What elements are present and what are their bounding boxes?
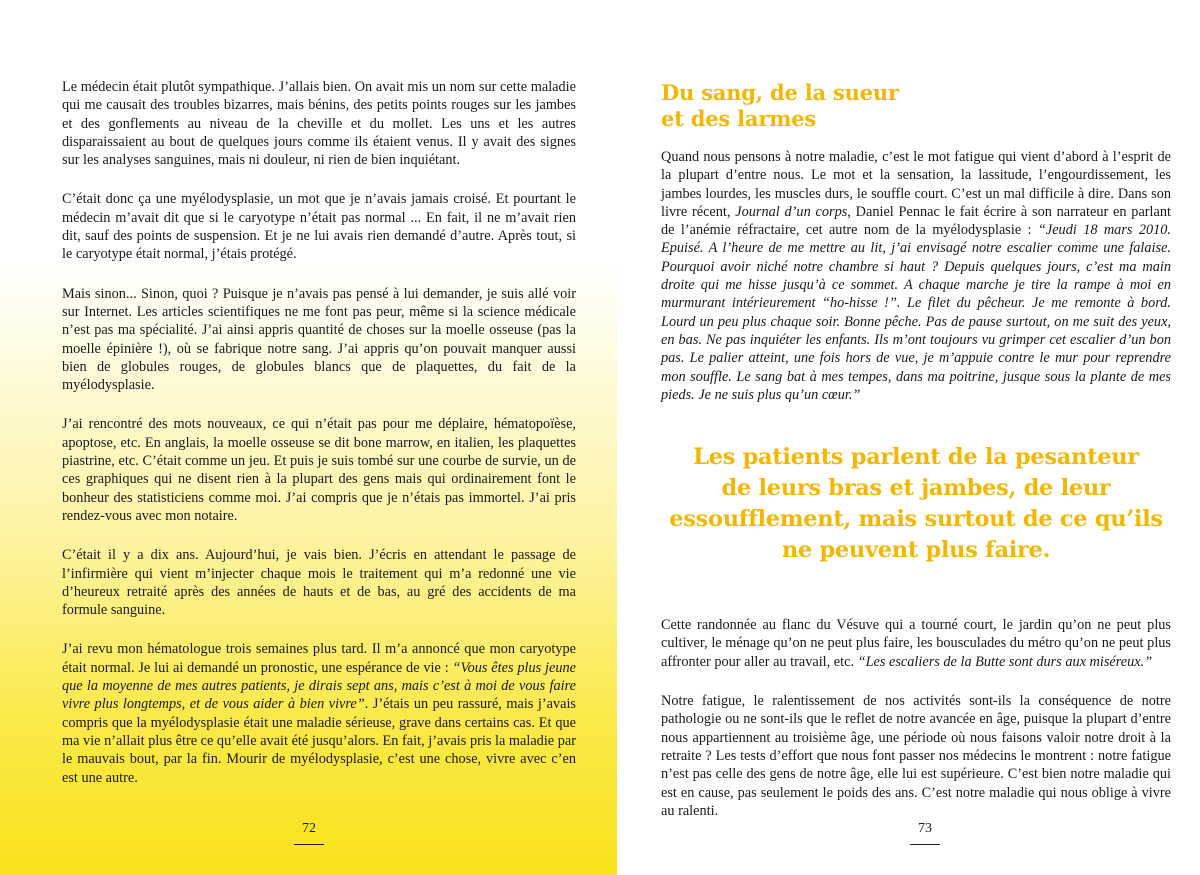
right-paragraph-1 <box>661 148 1171 404</box>
pennac-quote: “Jeudi 18 mars 2010. Epuisé. A l’heure de me mettre au lit, j’ai envisagé notre escalier comme une falaise. Pourquoi avoir niché notre chambre si haut ? Depuis quelques jours, c’est ma main droite qui me hisse jusqu’à ce sommet. A chaque marche je tire la rampe à moi en murmurant intérieurement “ho-hisse !”. Le filet du pêcheur. Je me remonte à bord. Lourd un peu plus chaque soir. Bonne pêche. Pas de pause surtout, on me suit des yeux, en bas. Ne pas inquiéter les enfants. Ils m’ont toujours vu grimper cet escalier d’un bon pas. Le palier atteint, une fois hors de vue, je m’appuie contre le mur pour reprendre mon souffle. Le sang bat à mes tempes, dans ma poitrine, jusque sous la plante de mes pieds. Je ne suis plus qu’un cœur.” <box>661 222 1172 403</box>
left-paragraph-6 <box>62 640 576 786</box>
right-text-column <box>661 80 1171 841</box>
book-title: Journal d’un corps, <box>735 203 851 220</box>
left-paragraph-4: J’ai rencontré des mots nouveaux, ce qui n’était pas pour me déplaire, hématopoïèse, apoptose, etc. En anglais, la moelle osseuse se dit bone marrow, en italien, les plaquettes piastrine, etc. C’était comme un jeu. Et puis je suis tombé sur une courbe de survie, un de ces graphiques qui ne disent rien à la plupart des gens mais qui ordinairement font le bonheur des statisticiens comme moi. J’ai compris que je n’étais pas immortel. J’ai pris rendez-vous avec mon notaire. <box>62 416 576 524</box>
page-number-right <box>895 820 955 845</box>
pull-quote-line-3: essoufflement, mais surtout de ce qu’ils <box>669 506 1163 533</box>
pull-quote <box>661 442 1171 566</box>
page-number-left-rule <box>294 844 324 845</box>
left-paragraph-1: Le médecin était plutôt sympathique. J’allais bien. On avait mis un nom sur cette maladie qui me causait des troubles bizarres, mais bénins, des petits points rouges sur les jambes et des gonflements au niveau de la cheville et du mollet. Les uns et les autres disparaissaient au bout de quelques jours comme ils étaient venus. Il y avait des signes sur les analyses sanguines, mais ni douleur, ni rien de bien inquiétant. <box>62 79 576 169</box>
right-paragraph-2-before: Cette randonnée au flanc du Vésuve qui a tourné court, le jardin qu’on ne peut plus cultiver, le ménage qu’on ne peut plus faire, les bousculades du métro qu’on ne peut plus affronter pour aller au travail, etc. <box>661 617 1171 670</box>
pull-quote-line-1: Les patients parlent de la pesanteur <box>693 444 1139 471</box>
left-paragraph-3: Mais sinon... Sinon, quoi ? Puisque je n’avais pas pensé à lui demander, je suis allé voir sur Internet. Les articles scientifiques ne me font pas peur, même si la science médicale n’est pas ma spécialité. J’ai ainsi appris quantité de choses sur la moelle osseuse (pas la moelle épinière !), où se fabrique notre sang. J’ai appris qu’on pouvait manquer aussi bien de globules rouges, de globules blancs que de plaquettes, du fait de la myélodysplasie. <box>62 285 576 394</box>
left-paragraph-2: C’était donc ça une myélodysplasie, un mot que je n’avais jamais croisé. Et pourtant le médecin m’avait dit que si le caryotype n’était pas normal ... En fait, il ne m’avait rien dit, sauf des points de suspension. Et je ne lui avais rien demandé d’autre. Après tout, si le caryotype était normal, j’étais protégé. <box>62 191 576 263</box>
pull-quote-line-4: ne peuvent plus faire. <box>781 537 1051 564</box>
page-number-right-text: 73 <box>918 821 932 836</box>
hematologist-quote: “Vous êtes plus jeune que la moyenne de mes autres patients, je dirais sept ans, mais c’est à moi de vous faire vivre plus longtemps, et de vous aider à bien vivre” <box>62 659 576 713</box>
section-heading-line-1: Du sang, de la sueur <box>661 80 899 105</box>
pull-quote-line-2: de leurs bras et jambes, de leur <box>721 475 1111 502</box>
left-paragraph-6-before: J’ai revu mon hématologue trois semaines plus tard. Il m’a annoncé que mon caryotype était normal. Je lui ai demandé un pronostic, une espérance de vie : <box>62 641 576 676</box>
right-paragraph-3: Notre fatigue, le ralentissement de nos activités sont-ils la conséquence de notre pathologie ou ne sont-ils que le reflet de notre avancée en âge, puisque la plupart d’entre nous appartiennent au troisième âge, une période où nous faisons valoir notre droit à la retraite ? Les tests d’effort que nous font passer nos médecins le montrent : notre fatigue n’est pas celle des gens de notre âge, elle lui est supérieure. C’est bien notre maladie qui est en cause, pas seulement le poids des ans. C’est notre maladie qui nous oblige à vivre au ralenti. <box>661 693 1171 819</box>
left-text-column <box>62 78 576 808</box>
page-number-left-text: 72 <box>302 821 316 836</box>
right-paragraph-2 <box>661 616 1171 671</box>
right-paragraph-1-middle: Daniel Pennac le fait écrire à son narrateur en parlant de l’anémie réfractaire, cet autre nom de la myélodysplasie : <box>661 203 1171 239</box>
page-number-right-rule <box>910 844 940 845</box>
page-number-left <box>279 820 339 845</box>
section-heading <box>661 80 1171 132</box>
left-paragraph-5: C’était il y a dix ans. Aujourd’hui, je vais bien. J’écris en attendant le passage de l’infirmière qui vient m’injecter chaque mois le traitement qui m’a redonné une vie d’heureux retraité après des années de hauts et de bas, au gré des accidents de ma formule sanguine. <box>62 547 576 619</box>
section-heading-line-2: et des larmes <box>661 106 817 131</box>
butte-quote: “Les escaliers de la Butte sont durs aux miséreux.” <box>857 653 1153 670</box>
left-paragraph-6-after: . J’étais un peu rassuré, mais j’avais compris que la myélodysplasie était une maladie sérieuse, grave dans certains cas. Et que ma vie n’allait plus être ce qu’elle avait été jusqu’alors. En fait, j’avais pris la maladie par le mauvais bout, par la fin. Mourir de myélodysplasie, c’est une chose, vivre avec c’en est une autre. <box>62 696 576 786</box>
right-paragraph-1-before: Quand nous pensons à notre maladie, c’est le mot fatigue qui vient d’abord à l’esprit de la plupart d’entre nous. Le mot et la sensation, la lassitude, l’engourdissement, les jambes lourdes, les muscles durs, le souffle court. C’est un mal difficile à dire. Dans son livre récent, <box>661 149 1171 220</box>
